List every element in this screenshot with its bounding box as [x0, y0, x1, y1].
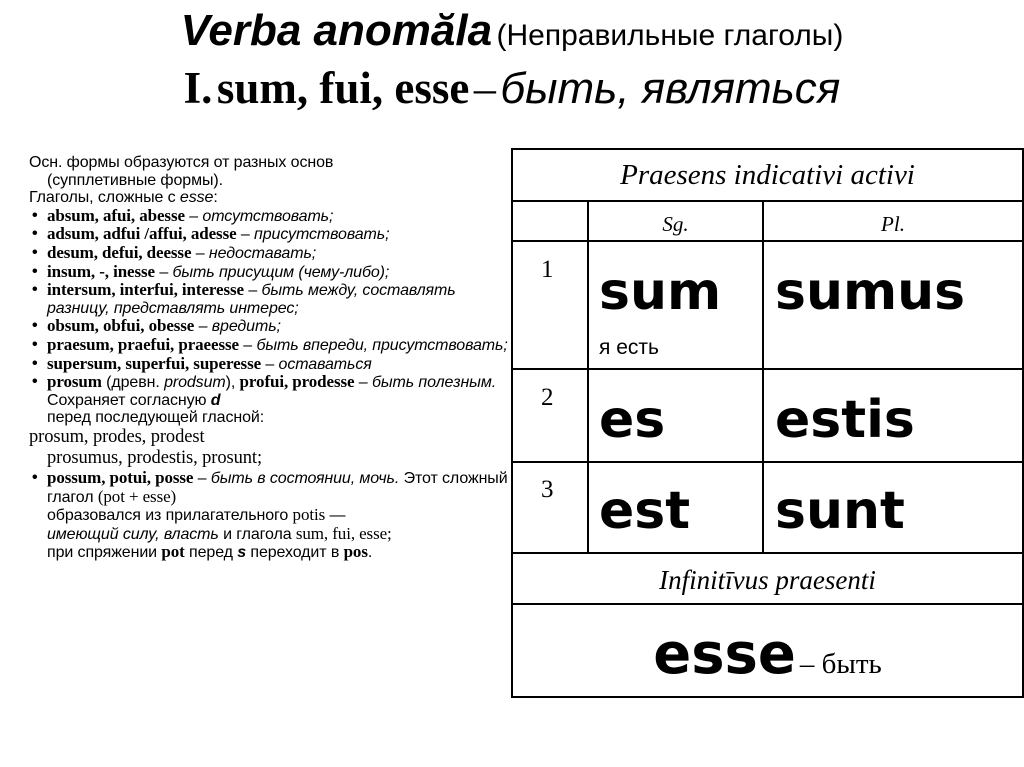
compounds-heading [29, 189, 511, 207]
notes-intro-2: (супплетивные формы). [47, 171, 223, 189]
compound-latin: insum, -, inesse [47, 261, 155, 281]
possum-pos: pos [343, 542, 368, 562]
compound-dash: – [154, 263, 173, 281]
form-sg-2: es [599, 390, 666, 450]
compound-dash: – [194, 318, 212, 336]
list-item [29, 225, 511, 244]
page-title [0, 6, 1024, 56]
possum-dash: – [193, 469, 211, 487]
form-sg-3: est [599, 481, 691, 541]
list-item-possum [29, 469, 511, 562]
prosum-ancient-form: prodsum [164, 374, 226, 392]
infinitive-row [513, 622, 1022, 687]
infinitive-header: Infinitīvus praesenti [659, 565, 876, 595]
prosum-dash: – [354, 374, 372, 392]
plural-header: Pl. [881, 212, 905, 236]
prosum-forms-1: prosum, prodes, prodest [29, 426, 205, 447]
compounds-list [29, 207, 511, 427]
prosum-ancient-close: ), [225, 374, 240, 392]
form-gloss: я есть [599, 336, 659, 359]
compound-translation: быть присущим (чему-либо); [172, 263, 390, 281]
compound-dash: – [261, 355, 279, 373]
notes-intro-1: Осн. формы образуются от разных основ [29, 154, 334, 171]
list-item [29, 244, 511, 263]
possum-text-1: Этот сложный глагол [47, 469, 508, 506]
table-rule [513, 240, 1022, 242]
person-number: 3 [541, 476, 554, 503]
verb-number: I. [183, 63, 213, 113]
possum-text-8: . [367, 544, 373, 562]
compounds-word: esse [179, 189, 214, 207]
list-item [29, 281, 511, 317]
possum-verb: sum, fui, esse; [295, 523, 392, 543]
possum-pot: pot [161, 542, 185, 562]
verb-dash: – [473, 64, 496, 113]
list-item [29, 263, 511, 282]
list-item [29, 317, 511, 336]
singular-header: Sg. [662, 212, 689, 236]
compound-latin: supersum, superfui, superesse [47, 353, 262, 373]
compound-translation: быть между, составлять разницу, представлять интерес; [47, 282, 456, 317]
infinitive-form: esse [653, 622, 796, 687]
tense-header: Praesens indicativi activi [620, 159, 915, 191]
form-sg-1: sum [599, 262, 722, 322]
compound-dash: – [191, 244, 209, 262]
list-item [29, 355, 511, 374]
compound-latin: obsum, obfui, obesse [47, 316, 195, 336]
list-item [29, 336, 511, 355]
compound-latin: absum, afui, abesse [47, 205, 185, 225]
compounds-prefix: Глаголы, сложные с [29, 189, 180, 207]
table-rule [587, 200, 589, 554]
table-rule [513, 368, 1022, 370]
possum-s: s [237, 544, 247, 562]
possum-text-5: при спряжении [47, 544, 162, 562]
possum-text-6: перед [184, 544, 238, 562]
form-pl-3: sunt [775, 481, 905, 541]
list-item-prosum [29, 373, 511, 427]
possum-text-2: образовался из прилагательного [47, 507, 293, 525]
compound-translation: вредить; [211, 318, 281, 336]
compound-dash: – [238, 336, 257, 354]
prosum-ancient-label: (древн. [101, 374, 165, 392]
compound-latin: desum, defui, deesse [47, 242, 192, 262]
prosum-latin-rest: profui, prodesse [239, 372, 355, 392]
prosum-note: Сохраняет согласную [47, 391, 211, 409]
possum-meaning: имеющий силу, власть [47, 525, 219, 543]
table-rule [513, 552, 1022, 554]
title-sub: (Неправильные глаголы) [496, 19, 844, 52]
compound-dash: – [236, 226, 255, 244]
prosum-latin: prosum [47, 372, 102, 392]
prosum-forms-2: prosumus, prodestis, prosunt; [47, 447, 262, 468]
compounds-suffix: : [213, 189, 218, 207]
title-main: Verba anomăla [180, 6, 493, 55]
compound-translation: оставаться [278, 355, 372, 373]
form-pl-1: sumus [775, 262, 966, 322]
table-rule [762, 200, 764, 554]
possum-list [29, 469, 511, 562]
possum-text-4: и глагола [218, 525, 296, 543]
compound-translation: быть впереди, присутствовать; [256, 336, 508, 354]
person-number: 2 [541, 384, 554, 411]
possum-text-7: переходит в [246, 544, 344, 562]
compound-translation: отсутствовать; [202, 207, 334, 225]
compound-dash: – [243, 282, 262, 300]
infinitive-translation: – быть [799, 648, 882, 680]
verb-heading [0, 62, 1024, 114]
possum-pot-esse: (pot + esse) [97, 486, 177, 506]
notes-column [29, 154, 511, 562]
compound-latin: praesum, praefui, praeesse [47, 334, 239, 354]
verb-translation: быть, являться [500, 64, 841, 113]
prosum-note-2: перед последующей гласной: [47, 409, 265, 427]
possum-potis: potis [292, 505, 326, 525]
prosum-translation: быть полезным. [371, 374, 497, 392]
compound-dash: – [184, 207, 203, 225]
person-number: 1 [541, 256, 554, 283]
form-pl-2: estis [775, 390, 915, 450]
paradigm-table [511, 148, 1024, 698]
table-rule [513, 461, 1022, 463]
list-item [29, 207, 511, 226]
table-rule [513, 200, 1022, 202]
prosum-letter: d [210, 391, 221, 409]
table-rule [513, 603, 1022, 605]
possum-text-3: — [325, 507, 346, 525]
verb-principal-parts: sum, fui, esse [216, 63, 470, 113]
possum-latin: possum, potui, posse [47, 467, 194, 487]
compound-translation: недоставать; [208, 244, 317, 262]
compound-translation: присутствовать; [254, 226, 390, 244]
compound-latin: intersum, interfui, interesse [47, 280, 244, 300]
compound-latin: adsum, adfui /affui, adesse [47, 224, 237, 244]
possum-translation: быть в состоянии, мочь. [210, 469, 400, 487]
